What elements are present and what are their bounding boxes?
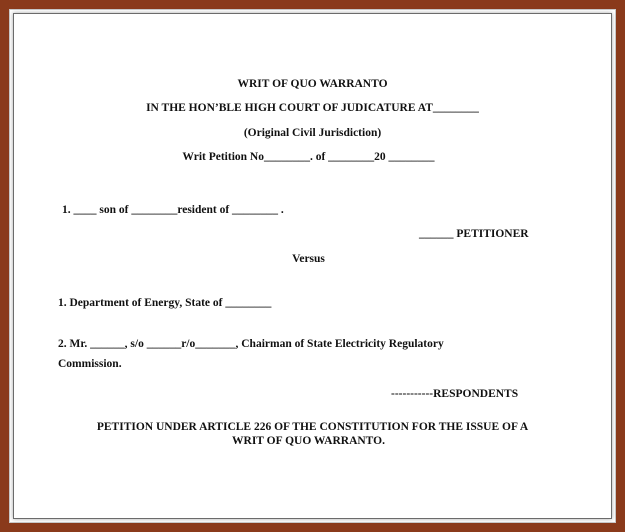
respondent-2-line-2: Commission. — [58, 358, 122, 370]
respondent-2-line-1: 2. Mr. ______, s/o ______r/o_______, Chairman of State Electricity Regulatory — [58, 338, 444, 350]
court-heading: IN THE HON’BLE HIGH COURT OF JUDICATURE AT________ — [146, 102, 479, 114]
petitioner-label: ______ PETITIONER — [419, 228, 529, 240]
writ-title: WRIT OF QUO WARRANTO — [237, 78, 388, 90]
document-page — [13, 13, 612, 519]
petitioner-details: 1. ____ son of ________resident of ________ . — [62, 204, 284, 216]
frame-mat — [9, 9, 616, 523]
jurisdiction-line: (Original Civil Jurisdiction) — [243, 127, 382, 139]
petition-heading-line-1: PETITION UNDER ARTICLE 226 OF THE CONSTITUTION FOR THE ISSUE OF A — [96, 421, 529, 433]
versus-label: Versus — [292, 253, 325, 265]
respondents-label: -----------RESPONDENTS — [391, 388, 519, 400]
petition-heading-line-2: WRIT OF QUO WARRANTO. — [232, 435, 385, 447]
petition-number-line: Writ Petition No________. of ________20 ________ — [182, 151, 435, 163]
respondent-1: 1. Department of Energy, State of ________ — [58, 297, 272, 309]
